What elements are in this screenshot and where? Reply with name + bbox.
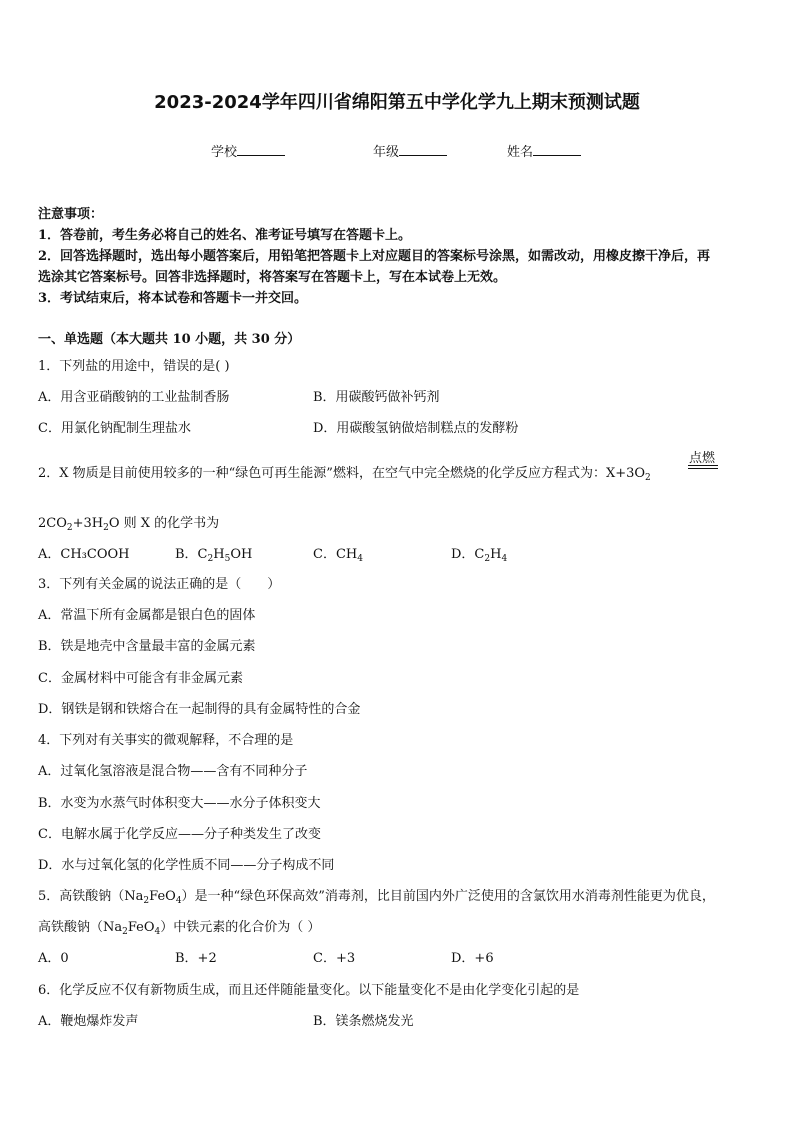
q3-option-b[interactable]: B．铁是地壳中含量最丰富的金属元素 [38,639,256,654]
q2-option-c[interactable]: C．$CH_4$ [313,547,363,564]
grade-field[interactable]: 年级 [373,141,447,160]
question-1-stem: 1．下列盐的用途中，错误的是( ) [38,359,230,374]
q5-option-b[interactable]: B．+2 [175,951,217,966]
q1-option-d[interactable]: D．用碳酸氢钠做焙制糕点的发酵粉 [313,421,519,436]
page-title: 2023-2024学年四川省绵阳第五中学化学九上期末预测试题 [154,92,640,113]
equation-line-top [688,465,718,466]
q2-option-a[interactable]: A．CH₃COOH [38,547,130,562]
question-4-stem: 4．下列对有关事实的微观解释，不合理的是 [38,733,294,748]
q3-option-c[interactable]: C．金属材料中可能含有非金属元素 [38,671,243,686]
section-title: 一、单选题（本大题共 10 小题，共 30 分） [38,332,301,347]
notice-heading: 注意事项： [38,207,104,222]
question-5-stem-cont: 高铁酸钠$(Na_2FeO_4)$中铁元素的化合价为（ ） [38,920,321,937]
q4-option-b[interactable]: B．水变为水蒸气时体积变大——水分子体积变大 [38,796,321,811]
q4-option-a[interactable]: A．过氧化氢溶液是混合物——含有不同种分子 [38,764,308,779]
q1-option-a[interactable]: A．用含亚硝酸钠的工业盐制香肠 [38,390,230,405]
reaction-condition: 点燃 [688,451,715,466]
question-2-stem-cont: $2CO_2+3H_2O$ 则 X 的化学书为 [38,516,220,533]
q4-option-d[interactable]: D．水与过氧化氢的化学性质不同——分子构成不同 [38,858,335,873]
question-2-stem: 2．X 物质是目前使用较多的一种“绿色可再生能源”燃料，在空气中完全燃烧的化学反应方程式为：$X+3O_2$ [38,466,651,483]
q5-option-d[interactable]: D．+6 [451,951,494,966]
q6-option-b[interactable]: B．镁条燃烧发光 [313,1014,414,1029]
equation-line-bottom [688,468,718,469]
q3-option-d[interactable]: D．钢铁是钢和铁熔合在一起制得的具有金属特性的合金 [38,702,361,717]
q3-option-a[interactable]: A．常温下所有金属都是银白色的固体 [38,608,256,623]
q5-option-c[interactable]: C．+3 [313,951,356,966]
school-field[interactable]: 学校 [211,141,285,160]
notice-item-1: 1．答卷前，考生务必将自己的姓名、准考证号填写在答题卡上。 [38,228,412,243]
name-field[interactable]: 姓名 [507,141,581,160]
notice-item-3: 3．考试结束后，将本试卷和答题卡一并交回。 [38,291,308,306]
notice-item-2: 2．回答选择题时，选出每小题答案后，用铅笔把答题卡上对应题目的答案标号涂黑，如需改动，用橡皮擦干净后，再 [38,249,711,264]
q4-option-c[interactable]: C．电解水属于化学反应——分子种类发生了改变 [38,827,321,842]
question-5-stem: 5．高铁酸钠$(Na_2FeO_4)$是一种“绿色环保高效”消毒剂，比目前国内外广泛使用的含氯饮用水消毒剂性能更为优良， [38,889,715,906]
q6-option-a[interactable]: A．鞭炮爆炸发声 [38,1014,139,1029]
q1-option-b[interactable]: B．用碳酸钙做补钙剂 [313,390,440,405]
notice-item-2-cont: 选涂其它答案标号。回答非选择题时，将答案写在答题卡上，写在本试卷上无效。 [38,270,507,285]
q5-option-a[interactable]: A．0 [38,951,69,966]
q1-option-c[interactable]: C．用氯化钠配制生理盐水 [38,421,191,436]
q2-option-d[interactable]: D．$C_2H_4$ [451,547,508,564]
q2-option-b[interactable]: B．$C_2H_5OH$ [175,547,253,564]
question-3-stem: 3．下列有关金属的说法正确的是（ ） [38,577,281,592]
question-6-stem: 6．化学反应不仅有新物质生成，而且还伴随能量变化。以下能量变化不是由化学变化引起的是 [38,983,580,998]
